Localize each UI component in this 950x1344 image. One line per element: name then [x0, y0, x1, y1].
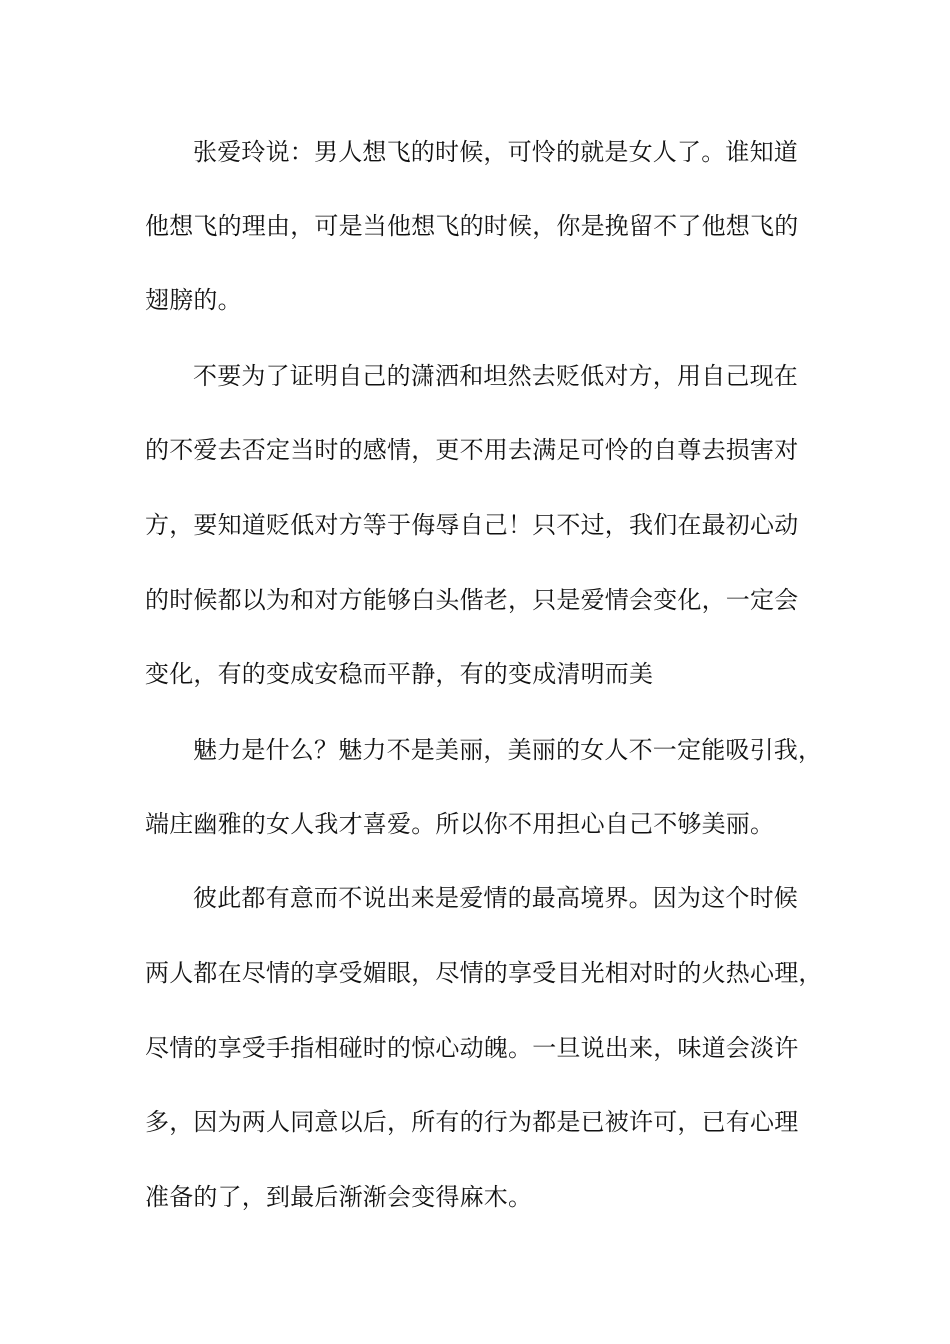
text-line: 彼此都有意而不说出来是爱情的最高境界。因为这个时候 — [193, 884, 798, 912]
text-line: 翅膀的。 — [145, 286, 242, 314]
text-line: 的时候都以为和对方能够白头偕老，只是爱情会变化，一定会 — [145, 586, 799, 614]
text-line: 他想飞的理由，可是当他想飞的时候，你是挽留不了他想飞的 — [145, 212, 799, 240]
text-line: 端庄幽雅的女人我才喜爱。所以你不用担心自己不够美丽。 — [145, 810, 775, 838]
text-line: 变化，有的变成安稳而平静，有的变成清明而美 — [145, 660, 654, 688]
text-line: 尽情的享受手指相碰时的惊心动魄。一旦说出来，味道会淡许 — [145, 1034, 799, 1062]
text-line: 两人都在尽情的享受媚眼，尽情的享受目光相对时的火热心理， — [145, 959, 823, 987]
text-line: 的不爱去否定当时的感情，更不用去满足可怜的自尊去损害对 — [145, 436, 799, 464]
text-line: 张爱玲说：男人想飞的时候，可怜的就是女人了。谁知道 — [193, 138, 798, 166]
text-line: 方，要知道贬低对方等于侮辱自己！只不过，我们在最初心动 — [145, 511, 799, 539]
text-line: 准备的了，到最后渐渐会变得麻木。 — [145, 1183, 533, 1211]
text-line: 魅力是什么？魅力不是美丽，美丽的女人不一定能吸引我， — [193, 736, 823, 764]
text-line: 多，因为两人同意以后，所有的行为都是已被许可，已有心理 — [145, 1108, 799, 1136]
text-line: 不要为了证明自己的潇洒和坦然去贬低对方，用自己现在 — [193, 362, 798, 390]
